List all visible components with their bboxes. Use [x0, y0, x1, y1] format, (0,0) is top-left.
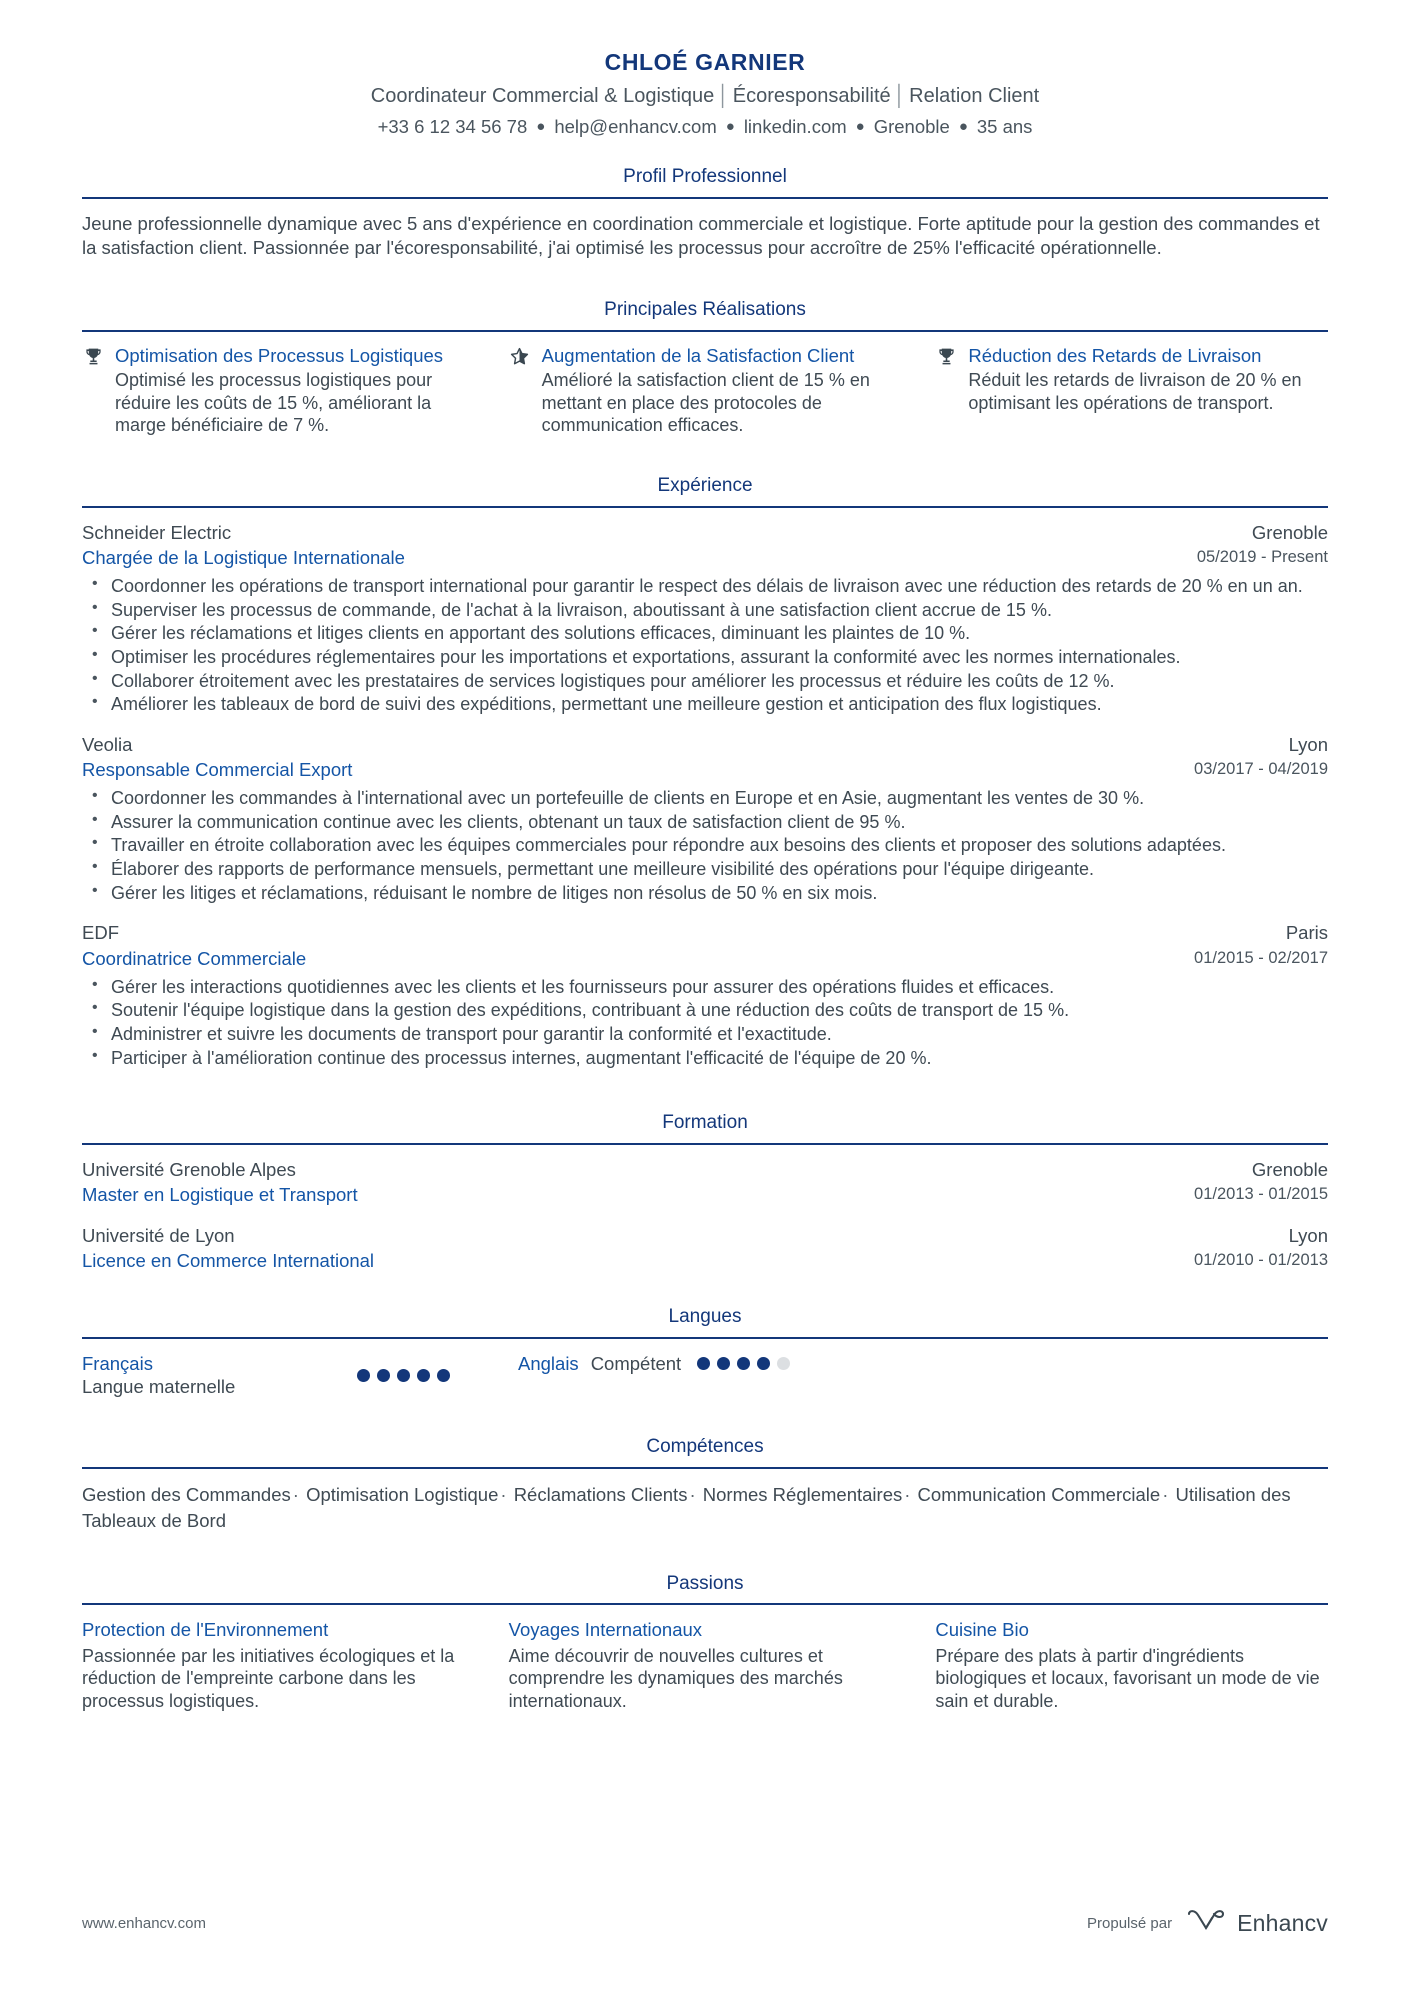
job-bullet: • Assurer la communication continue avec les clients, obtenant un taux de satisfaction client de 95 %.	[82, 811, 1328, 834]
achievement-title: Optimisation des Processus Logistiques	[115, 344, 444, 366]
passion-item	[509, 1618, 902, 1712]
skill-item: Gestion des Commandes	[82, 1484, 291, 1506]
section-rule	[82, 1603, 1328, 1605]
language-rating-dots	[357, 1369, 450, 1382]
resume-header	[82, 48, 1328, 140]
job-bullet: • Travailler en étroite collaboration avec les équipes commerciales pour répondre aux besoins des clients et proposer des solutions adaptées.	[82, 834, 1328, 857]
section-rule	[82, 1337, 1328, 1339]
language-item	[518, 1352, 790, 1375]
section-rule	[82, 197, 1328, 199]
job-bullet: • Gérer les réclamations et litiges clients en apportant des solutions efficaces, diminuant les plaintes de 10 %.	[82, 622, 1328, 645]
headline-part-1: Coordinateur Commercial & Logistique	[370, 84, 715, 107]
section-title-languages: Langues	[668, 1306, 742, 1328]
skill-item: Utilisation des Tableaux de Bord	[82, 1484, 1291, 1532]
headline-divider-icon: │	[717, 84, 730, 107]
rating-dot-filled	[737, 1357, 750, 1370]
skill-separator-icon: ·	[500, 1484, 507, 1506]
contact-linkedin[interactable]: linkedin.com	[743, 115, 847, 137]
skill-item: Normes Réglementaires	[702, 1484, 903, 1506]
section-languages	[82, 1306, 1328, 1398]
section-rule	[82, 330, 1328, 332]
profile-summary-text: Jeune professionnelle dynamique avec 5 ans d'expérience en coordination commerciale et logistique. Forte aptitude pour la gestion des commandes et la satisfaction client. Passionnée par l'écoresponsabilité, j'ai optimisé les processus pour accroître de 25% l'efficacité opérationnelle.	[82, 212, 1320, 259]
rating-dot-filled	[397, 1369, 410, 1382]
experience-entry	[82, 921, 1328, 1069]
rating-dot-empty	[777, 1357, 790, 1370]
school-dates: 01/2010 - 01/2013	[1194, 1251, 1328, 1270]
job-bullet: • Coordonner les commandes à l'international avec un portefeuille de clients en Europe et en Asie, augmentant les ventes de 30 %.	[82, 787, 1328, 810]
section-title-passions: Passions	[666, 1572, 744, 1594]
school-location: Lyon	[1288, 1225, 1328, 1247]
section-rule	[82, 506, 1328, 508]
passions-grid	[82, 1618, 1328, 1712]
star-icon	[509, 345, 531, 438]
achievement-item	[82, 345, 475, 438]
rating-dot-filled	[717, 1357, 730, 1370]
bullet-separator-icon: ●	[725, 117, 735, 135]
bullet-separator-icon: ●	[536, 117, 546, 135]
section-education	[82, 1112, 1328, 1273]
job-location: Lyon	[1288, 734, 1328, 755]
job-bullet: • Gérer les interactions quotidiennes avec les clients et les fournisseurs pour assurer des opérations fluides et efficaces.	[82, 976, 1328, 999]
passion-item	[935, 1618, 1328, 1712]
section-rule	[82, 1467, 1328, 1469]
job-title: Coordinatrice Commerciale	[82, 947, 307, 969]
skill-separator-icon: ·	[1162, 1484, 1169, 1506]
employer-name: EDF	[82, 922, 119, 944]
language-rating-dots	[697, 1357, 790, 1370]
rating-dot-filled	[417, 1369, 430, 1382]
section-title-skills: Compétences	[646, 1436, 764, 1458]
contact-email[interactable]: help@enhancv.com	[554, 115, 717, 137]
degree-title: Licence en Commerce International	[82, 1250, 375, 1272]
section-experience	[82, 475, 1328, 1069]
language-name: Anglais	[518, 1353, 579, 1375]
section-title-education: Formation	[662, 1112, 748, 1134]
enhancv-logo-icon	[1186, 1908, 1228, 1939]
section-title-profile: Profil Professionnel	[623, 165, 787, 187]
job-bullet: • Élaborer des rapports de performance mensuels, permettant une meilleure visibilité des opérations pour l'équipe dirigeante.	[82, 858, 1328, 881]
rating-dot-filled	[697, 1357, 710, 1370]
page-footer	[82, 1908, 1328, 1939]
skill-separator-icon: ·	[689, 1484, 696, 1506]
job-bullet-list	[82, 787, 1328, 904]
passion-item	[82, 1618, 475, 1712]
achievement-item	[509, 345, 902, 438]
enhancv-brand-name: Enhancv	[1237, 1910, 1328, 1936]
contact-age: 35 ans	[976, 115, 1033, 137]
job-bullet: • Participer à l'amélioration continue des processus internes, augmentant l'efficacité de l'équipe de 20 %.	[82, 1047, 1328, 1070]
skill-separator-icon: ·	[292, 1484, 299, 1506]
passion-title: Cuisine Bio	[935, 1619, 1029, 1641]
employer-name: Schneider Electric	[82, 521, 232, 543]
job-bullet: • Optimiser les procédures réglementaires pour les importations et exportations, assurant la conformité avec les normes internationales.	[82, 646, 1328, 669]
section-passions	[82, 1573, 1328, 1713]
education-entry	[82, 1224, 1328, 1273]
achievements-grid	[82, 345, 1328, 438]
passion-description: Passionnée par les initiatives écologiques et la réduction de l'empreinte carbone dans les processus logistiques.	[82, 1645, 455, 1711]
job-bullet: • Coordonner les opérations de transport international pour garantir le respect des délais de livraison avec une réduction des retards de 20 % en un an.	[82, 575, 1328, 598]
job-bullet-list	[82, 976, 1328, 1070]
languages-row	[82, 1352, 1328, 1398]
bullet-separator-icon: ●	[958, 117, 968, 135]
passion-description: Aime découvrir de nouvelles cultures et comprendre les dynamiques des marchés internationaux.	[508, 1645, 843, 1711]
skill-item: Communication Commerciale	[917, 1484, 1161, 1506]
candidate-headline	[82, 83, 1328, 109]
achievement-title: Augmentation de la Satisfaction Client	[541, 344, 855, 366]
headline-part-2: Écoresponsabilité	[732, 84, 891, 107]
achievement-description: Amélioré la satisfaction client de 15 % en mettant en place des protocoles de communication efficaces.	[541, 370, 870, 436]
contact-line	[82, 115, 1328, 140]
achievement-title: Réduction des Retards de Livraison	[968, 344, 1262, 366]
job-dates: 03/2017 - 04/2019	[1194, 760, 1328, 779]
language-level: Langue maternelle	[82, 1376, 236, 1398]
skills-list	[82, 1482, 1328, 1535]
rating-dot-filled	[757, 1357, 770, 1370]
experience-entry	[82, 521, 1328, 716]
footer-powered-by-label: Propulsé par	[1087, 1915, 1173, 1932]
candidate-name: CHLOÉ GARNIER	[604, 49, 806, 75]
headline-part-3: Relation Client	[909, 84, 1040, 107]
job-dates: 01/2015 - 02/2017	[1194, 948, 1328, 967]
contact-location: Grenoble	[873, 115, 950, 137]
job-bullet: • Superviser les processus de commande, de l'achat à la livraison, aboutissant à une satisfaction client accrue de 15 %.	[82, 599, 1328, 622]
trophy-icon	[82, 345, 104, 438]
job-title: Chargée de la Logistique Internationale	[82, 546, 405, 568]
enhancv-brand[interactable]	[1186, 1908, 1328, 1939]
section-skills	[82, 1436, 1328, 1534]
school-dates: 01/2013 - 01/2015	[1194, 1185, 1328, 1204]
employer-name: Veolia	[82, 734, 133, 755]
section-title-achievements: Principales Réalisations	[604, 298, 806, 320]
experience-entry	[82, 733, 1328, 904]
skill-item: Réclamations Clients	[513, 1484, 688, 1506]
achievement-description: Réduit les retards de livraison de 20 % en optimisant les opérations de transport.	[968, 370, 1302, 413]
job-bullet: • Soutenir l'équipe logistique dans la gestion des expéditions, contribuant à une réduction des coûts de transport de 15 %.	[82, 999, 1328, 1022]
headline-divider-icon: │	[893, 84, 907, 107]
passion-title: Voyages Internationaux	[508, 1619, 703, 1641]
achievement-item	[935, 345, 1328, 438]
skill-separator-icon: ·	[904, 1484, 911, 1506]
rating-dot-filled	[357, 1369, 370, 1382]
skill-item: Optimisation Logistique	[306, 1484, 499, 1506]
job-bullet: • Administrer et suivre les documents de transport pour garantir la conformité et l'exactitude.	[82, 1023, 1328, 1046]
contact-phone: +33 6 12 34 56 78	[377, 115, 528, 137]
education-entry	[82, 1158, 1328, 1207]
job-bullet: • Collaborer étroitement avec les prestataires de services logistiques pour améliorer les processus et réduire les coûts de 12 %.	[82, 670, 1328, 693]
trophy-icon	[935, 345, 957, 438]
section-profile	[82, 166, 1328, 261]
job-bullet: • Gérer les litiges et réclamations, réduisant le nombre de litiges non résolus de 50 % en six mois.	[82, 882, 1328, 905]
passion-title: Protection de l'Environnement	[82, 1619, 329, 1641]
job-location: Grenoble	[1251, 521, 1328, 543]
job-location: Paris	[1285, 922, 1328, 944]
job-bullet-list	[82, 575, 1328, 716]
rating-dot-filled	[377, 1369, 390, 1382]
passion-description: Prépare des plats à partir d'ingrédients biologiques et locaux, favorisant un mode de vie sain et durable.	[935, 1645, 1320, 1711]
school-name: Université Grenoble Alpes	[82, 1159, 296, 1181]
job-title: Responsable Commercial Export	[82, 759, 353, 781]
job-bullet: • Améliorer les tableaux de bord de suivi des expéditions, permettant une meilleure gestion et anticipation des flux logistiques.	[82, 693, 1328, 716]
school-name: Université de Lyon	[82, 1225, 235, 1247]
job-dates: 05/2019 - Present	[1196, 547, 1328, 566]
language-level: Compétent	[590, 1353, 682, 1375]
rating-dot-filled	[437, 1369, 450, 1382]
school-location: Grenoble	[1251, 1159, 1328, 1181]
section-rule	[82, 1143, 1328, 1145]
bullet-separator-icon: ●	[855, 117, 865, 135]
achievement-description: Optimisé les processus logistiques pour réduire les coûts de 15 %, améliorant la marge bénéficiaire de 7 %.	[115, 370, 433, 436]
language-name: Français	[82, 1353, 153, 1375]
degree-title: Master en Logistique et Transport	[82, 1184, 358, 1206]
language-item	[82, 1352, 518, 1398]
footer-website-url[interactable]: www.enhancv.com	[82, 1915, 206, 1932]
section-title-experience: Expérience	[657, 475, 753, 497]
section-achievements	[82, 299, 1328, 437]
